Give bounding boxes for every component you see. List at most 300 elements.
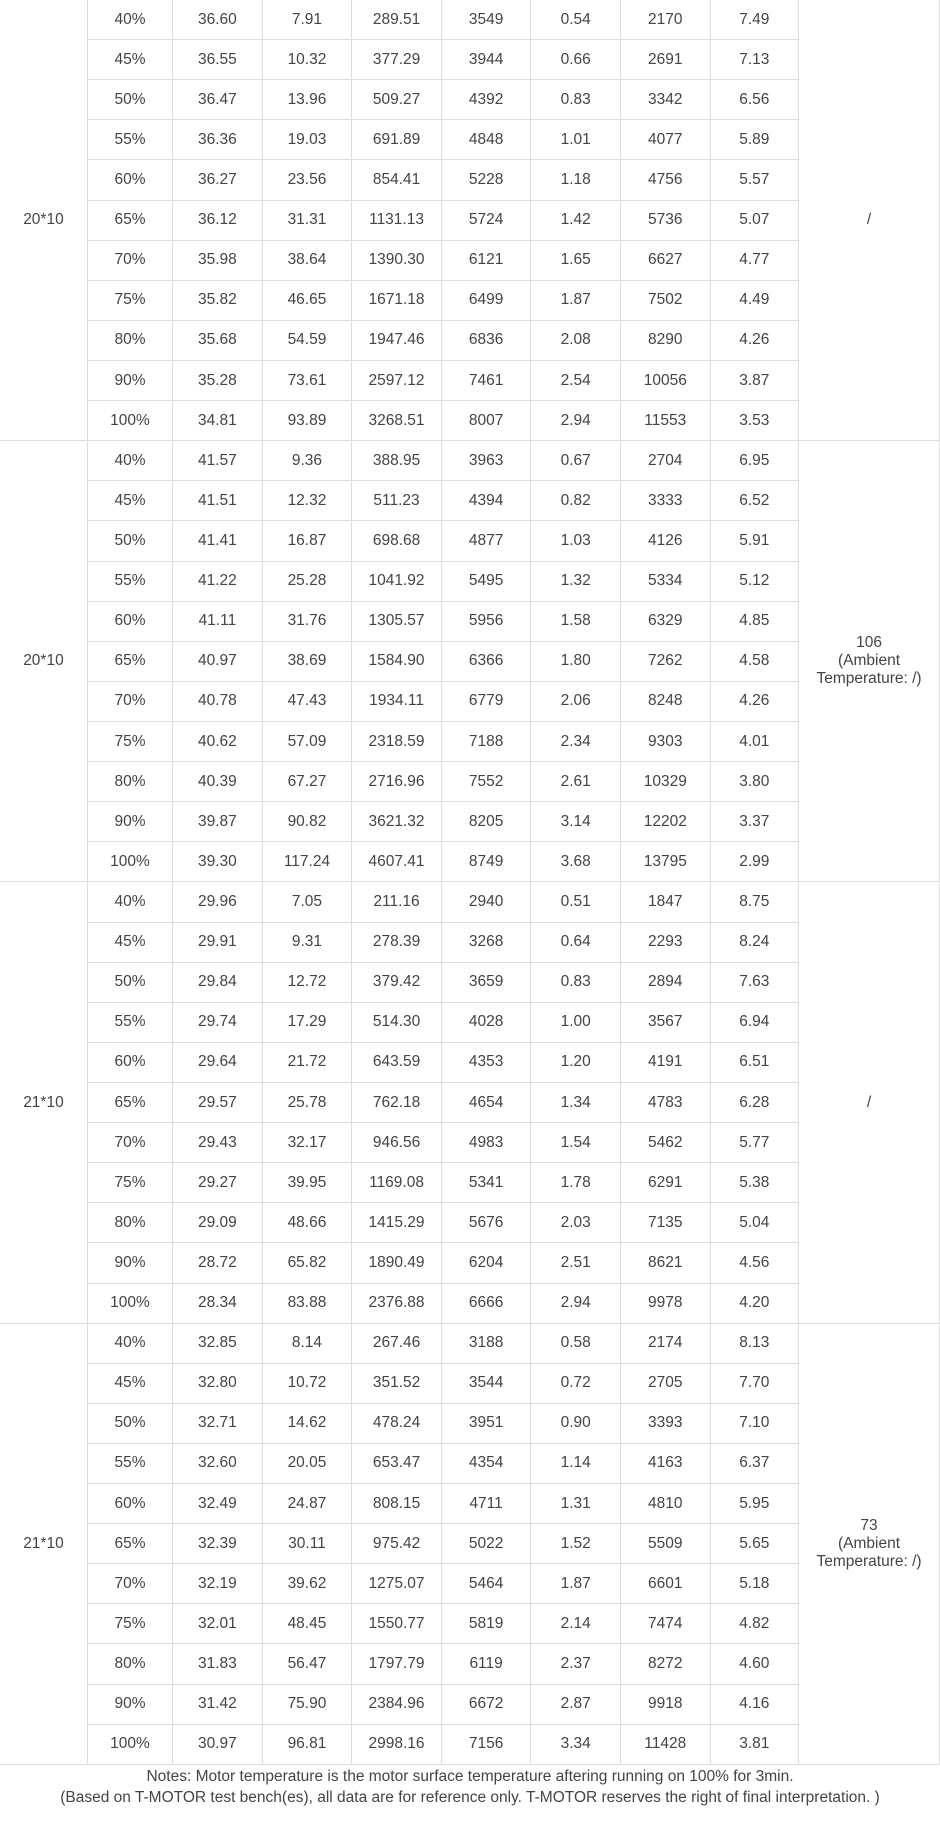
value-cell: 1.03 <box>531 521 621 561</box>
value-cell: 7188 <box>441 721 531 761</box>
value-cell: 4848 <box>441 120 531 160</box>
throttle-cell: 55% <box>87 561 172 601</box>
value-cell: 0.90 <box>531 1403 621 1443</box>
value-cell: 39.62 <box>262 1564 352 1604</box>
value-cell: 29.09 <box>173 1203 263 1243</box>
value-cell: 19.03 <box>262 120 352 160</box>
throttle-cell: 55% <box>87 120 172 160</box>
value-cell: 5819 <box>441 1604 531 1644</box>
value-cell: 75.90 <box>262 1684 352 1724</box>
throttle-cell: 40% <box>87 1323 172 1363</box>
value-cell: 93.89 <box>262 401 352 441</box>
value-cell: 1.87 <box>531 1564 621 1604</box>
throttle-cell: 40% <box>87 0 172 40</box>
value-cell: 4.85 <box>710 601 798 641</box>
value-cell: 3342 <box>620 80 710 120</box>
value-cell: 5462 <box>620 1123 710 1163</box>
value-cell: 6.51 <box>710 1042 798 1082</box>
value-cell: 0.51 <box>531 882 621 922</box>
value-cell: 2894 <box>620 962 710 1002</box>
value-cell: 1847 <box>620 882 710 922</box>
prop-size-cell: 21*10 <box>0 882 87 1323</box>
value-cell: 1.01 <box>531 120 621 160</box>
value-cell: 2318.59 <box>352 721 442 761</box>
value-cell: 2170 <box>620 0 710 40</box>
value-cell: 1.32 <box>531 561 621 601</box>
value-cell: 3268 <box>441 922 531 962</box>
value-cell: 762.18 <box>352 1082 442 1122</box>
throttle-cell: 55% <box>87 1443 172 1483</box>
value-cell: 23.56 <box>262 160 352 200</box>
value-cell: 47.43 <box>262 681 352 721</box>
value-cell: 8621 <box>620 1243 710 1283</box>
value-cell: 13.96 <box>262 80 352 120</box>
value-cell: 1390.30 <box>352 240 442 280</box>
value-cell: 1041.92 <box>352 561 442 601</box>
value-cell: 6836 <box>441 320 531 360</box>
value-cell: 5724 <box>441 200 531 240</box>
value-cell: 32.85 <box>173 1323 263 1363</box>
value-cell: 2.87 <box>531 1684 621 1724</box>
value-cell: 3333 <box>620 481 710 521</box>
value-cell: 40.78 <box>173 681 263 721</box>
value-cell: 5509 <box>620 1524 710 1564</box>
value-cell: 2998.16 <box>352 1724 442 1764</box>
value-cell: 6329 <box>620 601 710 641</box>
value-cell: 4126 <box>620 521 710 561</box>
value-cell: 38.69 <box>262 641 352 681</box>
value-cell: 1.54 <box>531 1123 621 1163</box>
value-cell: 1947.46 <box>352 320 442 360</box>
throttle-cell: 90% <box>87 1243 172 1283</box>
value-cell: 3.34 <box>531 1724 621 1764</box>
throttle-cell: 75% <box>87 721 172 761</box>
throttle-cell: 60% <box>87 160 172 200</box>
value-cell: 8248 <box>620 681 710 721</box>
value-cell: 31.42 <box>173 1684 263 1724</box>
value-cell: 30.97 <box>173 1724 263 1764</box>
value-cell: 41.51 <box>173 481 263 521</box>
value-cell: 1.58 <box>531 601 621 641</box>
throttle-cell: 50% <box>87 1403 172 1443</box>
value-cell: 5736 <box>620 200 710 240</box>
value-cell: 8.24 <box>710 922 798 962</box>
throttle-cell: 45% <box>87 922 172 962</box>
value-cell: 13795 <box>620 842 710 882</box>
value-cell: 4.26 <box>710 320 798 360</box>
value-cell: 1550.77 <box>352 1604 442 1644</box>
value-cell: 1.42 <box>531 200 621 240</box>
throttle-cell: 65% <box>87 200 172 240</box>
value-cell: 32.39 <box>173 1524 263 1564</box>
value-cell: 117.24 <box>262 842 352 882</box>
value-cell: 31.31 <box>262 200 352 240</box>
value-cell: 0.64 <box>531 922 621 962</box>
value-cell: 36.47 <box>173 80 263 120</box>
value-cell: 1.00 <box>531 1002 621 1042</box>
value-cell: 32.80 <box>173 1363 263 1403</box>
value-cell: 17.29 <box>262 1002 352 1042</box>
temperature-cell: 106 (Ambient Temperature: /) <box>799 441 940 882</box>
value-cell: 6666 <box>441 1283 531 1323</box>
value-cell: 0.83 <box>531 80 621 120</box>
value-cell: 40.97 <box>173 641 263 681</box>
value-cell: 7.49 <box>710 0 798 40</box>
value-cell: 6.52 <box>710 481 798 521</box>
value-cell: 6627 <box>620 240 710 280</box>
value-cell: 8007 <box>441 401 531 441</box>
value-cell: 2.61 <box>531 762 621 802</box>
value-cell: 4607.41 <box>352 842 442 882</box>
value-cell: 2.08 <box>531 320 621 360</box>
value-cell: 3.81 <box>710 1724 798 1764</box>
value-cell: 7.70 <box>710 1363 798 1403</box>
value-cell: 7.13 <box>710 40 798 80</box>
value-cell: 4711 <box>441 1484 531 1524</box>
value-cell: 36.36 <box>173 120 263 160</box>
throttle-cell: 100% <box>87 1283 172 1323</box>
value-cell: 1169.08 <box>352 1163 442 1203</box>
value-cell: 56.47 <box>262 1644 352 1684</box>
throttle-cell: 75% <box>87 280 172 320</box>
value-cell: 1.87 <box>531 280 621 320</box>
throttle-cell: 70% <box>87 681 172 721</box>
value-cell: 1305.57 <box>352 601 442 641</box>
value-cell: 8.14 <box>262 1323 352 1363</box>
value-cell: 2293 <box>620 922 710 962</box>
value-cell: 34.81 <box>173 401 263 441</box>
value-cell: 4.49 <box>710 280 798 320</box>
table-row <box>0 1323 940 1363</box>
value-cell: 5228 <box>441 160 531 200</box>
value-cell: 2716.96 <box>352 762 442 802</box>
value-cell: 32.49 <box>173 1484 263 1524</box>
value-cell: 511.23 <box>352 481 442 521</box>
value-cell: 32.71 <box>173 1403 263 1443</box>
value-cell: 5676 <box>441 1203 531 1243</box>
value-cell: 8290 <box>620 320 710 360</box>
prop-size-cell: 21*10 <box>0 1323 87 1764</box>
notes <box>0 1766 940 1808</box>
value-cell: 5.12 <box>710 561 798 601</box>
value-cell: 388.95 <box>352 441 442 481</box>
value-cell: 6601 <box>620 1564 710 1604</box>
value-cell: 379.42 <box>352 962 442 1002</box>
value-cell: 6.56 <box>710 80 798 120</box>
value-cell: 3549 <box>441 0 531 40</box>
value-cell: 4354 <box>441 1443 531 1483</box>
value-cell: 48.66 <box>262 1203 352 1243</box>
value-cell: 25.78 <box>262 1082 352 1122</box>
table-row <box>0 882 940 922</box>
value-cell: 1934.11 <box>352 681 442 721</box>
value-cell: 4.26 <box>710 681 798 721</box>
value-cell: 2376.88 <box>352 1283 442 1323</box>
value-cell: 0.82 <box>531 481 621 521</box>
value-cell: 7135 <box>620 1203 710 1243</box>
throttle-cell: 45% <box>87 40 172 80</box>
value-cell: 5341 <box>441 1163 531 1203</box>
value-cell: 54.59 <box>262 320 352 360</box>
value-cell: 2597.12 <box>352 360 442 400</box>
value-cell: 83.88 <box>262 1283 352 1323</box>
value-cell: 36.55 <box>173 40 263 80</box>
value-cell: 4394 <box>441 481 531 521</box>
value-cell: 509.27 <box>352 80 442 120</box>
value-cell: 3.80 <box>710 762 798 802</box>
value-cell: 5.91 <box>710 521 798 561</box>
value-cell: 41.57 <box>173 441 263 481</box>
throttle-cell: 100% <box>87 1724 172 1764</box>
value-cell: 3963 <box>441 441 531 481</box>
value-cell: 1.80 <box>531 641 621 681</box>
value-cell: 3.14 <box>531 802 621 842</box>
value-cell: 351.52 <box>352 1363 442 1403</box>
value-cell: 4191 <box>620 1042 710 1082</box>
value-cell: 278.39 <box>352 922 442 962</box>
value-cell: 3.68 <box>531 842 621 882</box>
value-cell: 1797.79 <box>352 1644 442 1684</box>
temperature-cell: 73 (Ambient Temperature: /) <box>799 1323 940 1764</box>
value-cell: 29.43 <box>173 1123 263 1163</box>
prop-size-cell: 20*10 <box>0 0 87 441</box>
value-cell: 31.83 <box>173 1644 263 1684</box>
value-cell: 4783 <box>620 1082 710 1122</box>
value-cell: 32.01 <box>173 1604 263 1644</box>
value-cell: 6.28 <box>710 1082 798 1122</box>
temperature-cell: / <box>799 0 940 441</box>
value-cell: 46.65 <box>262 280 352 320</box>
value-cell: 1.34 <box>531 1082 621 1122</box>
throttle-cell: 45% <box>87 1363 172 1403</box>
throttle-cell: 55% <box>87 1002 172 1042</box>
value-cell: 6499 <box>441 280 531 320</box>
value-cell: 12.72 <box>262 962 352 1002</box>
table-row <box>0 0 940 40</box>
value-cell: 36.27 <box>173 160 263 200</box>
value-cell: 3.53 <box>710 401 798 441</box>
value-cell: 29.57 <box>173 1082 263 1122</box>
temperature-cell: / <box>799 882 940 1323</box>
value-cell: 691.89 <box>352 120 442 160</box>
value-cell: 35.68 <box>173 320 263 360</box>
value-cell: 5.95 <box>710 1484 798 1524</box>
value-cell: 4353 <box>441 1042 531 1082</box>
value-cell: 6.94 <box>710 1002 798 1042</box>
throttle-cell: 50% <box>87 80 172 120</box>
throttle-cell: 90% <box>87 1684 172 1724</box>
value-cell: 39.95 <box>262 1163 352 1203</box>
value-cell: 1275.07 <box>352 1564 442 1604</box>
value-cell: 32.17 <box>262 1123 352 1163</box>
value-cell: 3544 <box>441 1363 531 1403</box>
value-cell: 211.16 <box>352 882 442 922</box>
throttle-cell: 80% <box>87 762 172 802</box>
value-cell: 65.82 <box>262 1243 352 1283</box>
value-cell: 29.91 <box>173 922 263 962</box>
value-cell: 2691 <box>620 40 710 80</box>
value-cell: 48.45 <box>262 1604 352 1644</box>
value-cell: 12.32 <box>262 481 352 521</box>
throttle-cell: 40% <box>87 441 172 481</box>
value-cell: 10056 <box>620 360 710 400</box>
value-cell: 2174 <box>620 1323 710 1363</box>
value-cell: 1.65 <box>531 240 621 280</box>
value-cell: 6.37 <box>710 1443 798 1483</box>
value-cell: 9303 <box>620 721 710 761</box>
value-cell: 4810 <box>620 1484 710 1524</box>
value-cell: 29.84 <box>173 962 263 1002</box>
value-cell: 1131.13 <box>352 200 442 240</box>
value-cell: 73.61 <box>262 360 352 400</box>
throttle-cell: 100% <box>87 842 172 882</box>
value-cell: 2.54 <box>531 360 621 400</box>
value-cell: 1.20 <box>531 1042 621 1082</box>
value-cell: 36.60 <box>173 0 263 40</box>
value-cell: 5.65 <box>710 1524 798 1564</box>
value-cell: 9978 <box>620 1283 710 1323</box>
throttle-cell: 80% <box>87 320 172 360</box>
value-cell: 29.96 <box>173 882 263 922</box>
value-cell: 41.11 <box>173 601 263 641</box>
throttle-cell: 90% <box>87 360 172 400</box>
value-cell: 2704 <box>620 441 710 481</box>
value-cell: 6204 <box>441 1243 531 1283</box>
throttle-cell: 100% <box>87 401 172 441</box>
value-cell: 8205 <box>441 802 531 842</box>
value-cell: 32.19 <box>173 1564 263 1604</box>
value-cell: 6119 <box>441 1644 531 1684</box>
value-cell: 4.16 <box>710 1684 798 1724</box>
value-cell: 808.15 <box>352 1484 442 1524</box>
value-cell: 3621.32 <box>352 802 442 842</box>
value-cell: 1415.29 <box>352 1203 442 1243</box>
value-cell: 2940 <box>441 882 531 922</box>
value-cell: 4.20 <box>710 1283 798 1323</box>
value-cell: 653.47 <box>352 1443 442 1483</box>
value-cell: 5.04 <box>710 1203 798 1243</box>
value-cell: 2.94 <box>531 401 621 441</box>
value-cell: 854.41 <box>352 160 442 200</box>
throttle-cell: 60% <box>87 1042 172 1082</box>
value-cell: 4654 <box>441 1082 531 1122</box>
value-cell: 3268.51 <box>352 401 442 441</box>
value-cell: 478.24 <box>352 1403 442 1443</box>
value-cell: 2.03 <box>531 1203 621 1243</box>
value-cell: 5.38 <box>710 1163 798 1203</box>
value-cell: 4.60 <box>710 1644 798 1684</box>
throttle-cell: 60% <box>87 1484 172 1524</box>
notes-line-2: (Based on T-MOTOR test bench(es), all data are for reference only. T-MOTOR reserves the right of final interpretation. ) <box>60 1789 880 1806</box>
value-cell: 2.51 <box>531 1243 621 1283</box>
value-cell: 3393 <box>620 1403 710 1443</box>
value-cell: 28.72 <box>173 1243 263 1283</box>
value-cell: 2384.96 <box>352 1684 442 1724</box>
value-cell: 6121 <box>441 240 531 280</box>
throttle-cell: 70% <box>87 1564 172 1604</box>
value-cell: 3944 <box>441 40 531 80</box>
value-cell: 0.66 <box>531 40 621 80</box>
value-cell: 4.56 <box>710 1243 798 1283</box>
value-cell: 3188 <box>441 1323 531 1363</box>
value-cell: 1.78 <box>531 1163 621 1203</box>
value-cell: 9.36 <box>262 441 352 481</box>
value-cell: 5464 <box>441 1564 531 1604</box>
value-cell: 2.34 <box>531 721 621 761</box>
value-cell: 0.72 <box>531 1363 621 1403</box>
value-cell: 36.12 <box>173 200 263 240</box>
value-cell: 4877 <box>441 521 531 561</box>
value-cell: 10.72 <box>262 1363 352 1403</box>
value-cell: 6779 <box>441 681 531 721</box>
value-cell: 10329 <box>620 762 710 802</box>
throttle-cell: 70% <box>87 240 172 280</box>
prop-size-cell: 20*10 <box>0 441 87 882</box>
throttle-cell: 80% <box>87 1203 172 1243</box>
value-cell: 7156 <box>441 1724 531 1764</box>
value-cell: 96.81 <box>262 1724 352 1764</box>
table-row <box>0 441 940 481</box>
value-cell: 7.05 <box>262 882 352 922</box>
value-cell: 11553 <box>620 401 710 441</box>
value-cell: 0.67 <box>531 441 621 481</box>
value-cell: 7262 <box>620 641 710 681</box>
value-cell: 30.11 <box>262 1524 352 1564</box>
value-cell: 57.09 <box>262 721 352 761</box>
value-cell: 29.74 <box>173 1002 263 1042</box>
value-cell: 0.54 <box>531 0 621 40</box>
value-cell: 5.07 <box>710 200 798 240</box>
value-cell: 4028 <box>441 1002 531 1042</box>
value-cell: 39.87 <box>173 802 263 842</box>
value-cell: 3659 <box>441 962 531 1002</box>
value-cell: 7552 <box>441 762 531 802</box>
value-cell: 3951 <box>441 1403 531 1443</box>
value-cell: 514.30 <box>352 1002 442 1042</box>
value-cell: 2.37 <box>531 1644 621 1684</box>
value-cell: 289.51 <box>352 0 442 40</box>
value-cell: 6291 <box>620 1163 710 1203</box>
value-cell: 4.82 <box>710 1604 798 1644</box>
value-cell: 1.52 <box>531 1524 621 1564</box>
value-cell: 5956 <box>441 601 531 641</box>
value-cell: 29.64 <box>173 1042 263 1082</box>
value-cell: 643.59 <box>352 1042 442 1082</box>
value-cell: 16.87 <box>262 521 352 561</box>
value-cell: 35.98 <box>173 240 263 280</box>
value-cell: 975.42 <box>352 1524 442 1564</box>
value-cell: 5.77 <box>710 1123 798 1163</box>
value-cell: 8.75 <box>710 882 798 922</box>
value-cell: 698.68 <box>352 521 442 561</box>
value-cell: 3.87 <box>710 360 798 400</box>
value-cell: 5334 <box>620 561 710 601</box>
value-cell: 29.27 <box>173 1163 263 1203</box>
value-cell: 5.57 <box>710 160 798 200</box>
value-cell: 2705 <box>620 1363 710 1403</box>
value-cell: 2.14 <box>531 1604 621 1644</box>
value-cell: 6366 <box>441 641 531 681</box>
throttle-cell: 50% <box>87 962 172 1002</box>
value-cell: 1584.90 <box>352 641 442 681</box>
value-cell: 41.22 <box>173 561 263 601</box>
throttle-cell: 50% <box>87 521 172 561</box>
value-cell: 377.29 <box>352 40 442 80</box>
value-cell: 0.58 <box>531 1323 621 1363</box>
value-cell: 67.27 <box>262 762 352 802</box>
value-cell: 38.64 <box>262 240 352 280</box>
throttle-cell: 75% <box>87 1163 172 1203</box>
